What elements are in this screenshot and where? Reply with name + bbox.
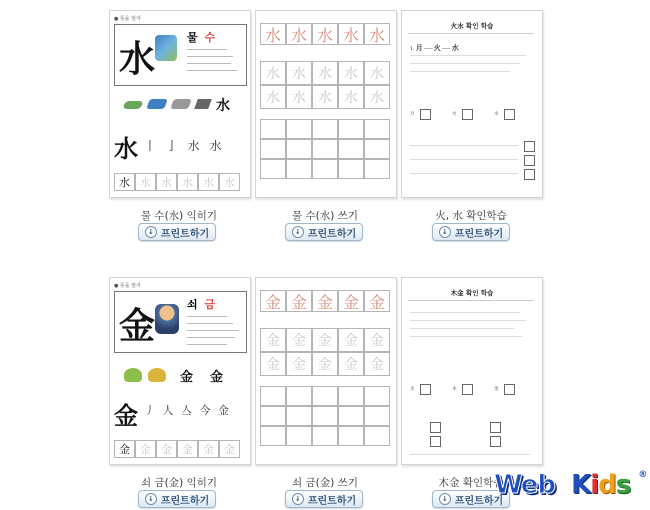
worksheet-header-icon: ● 뜻을 알자 — [114, 283, 141, 289]
caption-wood-metal-quiz: 木金 확인학습 — [438, 477, 504, 489]
worksheet-thumbnail-metal-learn[interactable] — [109, 277, 251, 465]
hanja-meaning: 물 — [187, 31, 198, 44]
print-icon: ↓ — [145, 226, 157, 238]
worksheet-thumbnail-wood-metal-quiz[interactable]: 木金 확인 학습 水 木 金 — [401, 277, 543, 465]
print-button-label: 프린트하기 — [454, 495, 504, 507]
caption-water-learn: 물 수(水) 익히기 — [140, 210, 218, 222]
main-hanja: 金 — [119, 305, 156, 347]
trace-row: 金 金 金 金 金 — [260, 290, 390, 312]
print-button-label: 프린트하기 — [160, 228, 210, 240]
print-icon: ↓ — [145, 493, 157, 505]
caption-metal-learn: 쇠 금(金) 익히기 — [140, 477, 218, 489]
print-button-fire-water-quiz[interactable] — [432, 223, 510, 241]
print-button-metal-write[interactable] — [285, 490, 363, 508]
print-icon: ↓ — [292, 493, 304, 505]
print-icon: ↓ — [439, 226, 451, 238]
print-button-metal-learn[interactable] — [138, 490, 216, 508]
print-button-label: 프린트하기 — [307, 495, 357, 507]
main-hanja: 水 — [119, 38, 156, 80]
logo-word-web: Web — [494, 470, 555, 500]
character-evolution-strip: 水 — [124, 97, 244, 115]
worksheet-thumbnail-metal-write[interactable] — [255, 277, 397, 465]
stroke-main-hanja: 金 — [114, 401, 138, 430]
print-button-label: 프린트하기 — [454, 228, 504, 240]
caption-water-write: 물 수(水) 쓰기 — [292, 210, 358, 222]
blank-grid — [260, 386, 390, 446]
trace-row: 水 水 水 水 水 — [260, 23, 390, 45]
hanja-sound: 수 — [204, 31, 216, 44]
print-button-water-write[interactable] — [285, 223, 363, 241]
print-icon: ↓ — [292, 226, 304, 238]
practice-row: 水 水 水 水 水 水 — [114, 173, 240, 191]
hanja-intro-box — [114, 24, 247, 86]
worksheet-thumbnail-fire-water-quiz[interactable]: 火水 확인 학습 1. 月 ─── 火 ─── 水 月 火 水 — [401, 10, 543, 198]
illustration — [155, 35, 177, 61]
hanja-sound: 금 — [204, 298, 216, 311]
hanja-intro-box — [114, 291, 247, 353]
character-evolution-strip: 金 金 — [124, 366, 244, 386]
logo-registered-mark: ® — [638, 470, 647, 480]
caption-fire-water-quiz: 火, 水 확인학습 — [435, 210, 507, 222]
quiz-title: 火水 확인 학습 — [450, 22, 494, 30]
quiz-title: 木金 확인 학습 — [450, 289, 494, 297]
blank-grid — [260, 119, 390, 179]
light-trace-grid: 水 水 水 水 水 水 水 水 水 水 — [260, 61, 390, 109]
logo-word-kids: Kids — [571, 470, 631, 500]
worksheet-header-icon: ● 뜻을 알자 — [114, 16, 141, 22]
worksheet-thumbnail-water-write[interactable] — [255, 10, 397, 198]
stroke-order: 丨 亅 水 水 — [144, 139, 225, 153]
print-button-water-learn[interactable] — [138, 223, 216, 241]
webkids-logo — [494, 470, 646, 500]
print-icon: ↓ — [439, 493, 451, 505]
practice-row: 金 金 金 金 金 金 — [114, 440, 240, 458]
print-button-label: 프린트하기 — [160, 495, 210, 507]
print-button-label: 프린트하기 — [307, 228, 357, 240]
stroke-order: 丿 人 亼 今 金 — [144, 404, 231, 417]
light-trace-grid: 金 金 金 金 金 金 金 金 金 金 — [260, 328, 390, 376]
caption-metal-write: 쇠 금(金) 쓰기 — [292, 477, 358, 489]
illustration — [155, 304, 179, 334]
stroke-main-hanja: 水 — [114, 134, 138, 163]
hanja-meaning: 쇠 — [187, 298, 198, 311]
worksheet-thumbnail-water-learn[interactable] — [109, 10, 251, 198]
